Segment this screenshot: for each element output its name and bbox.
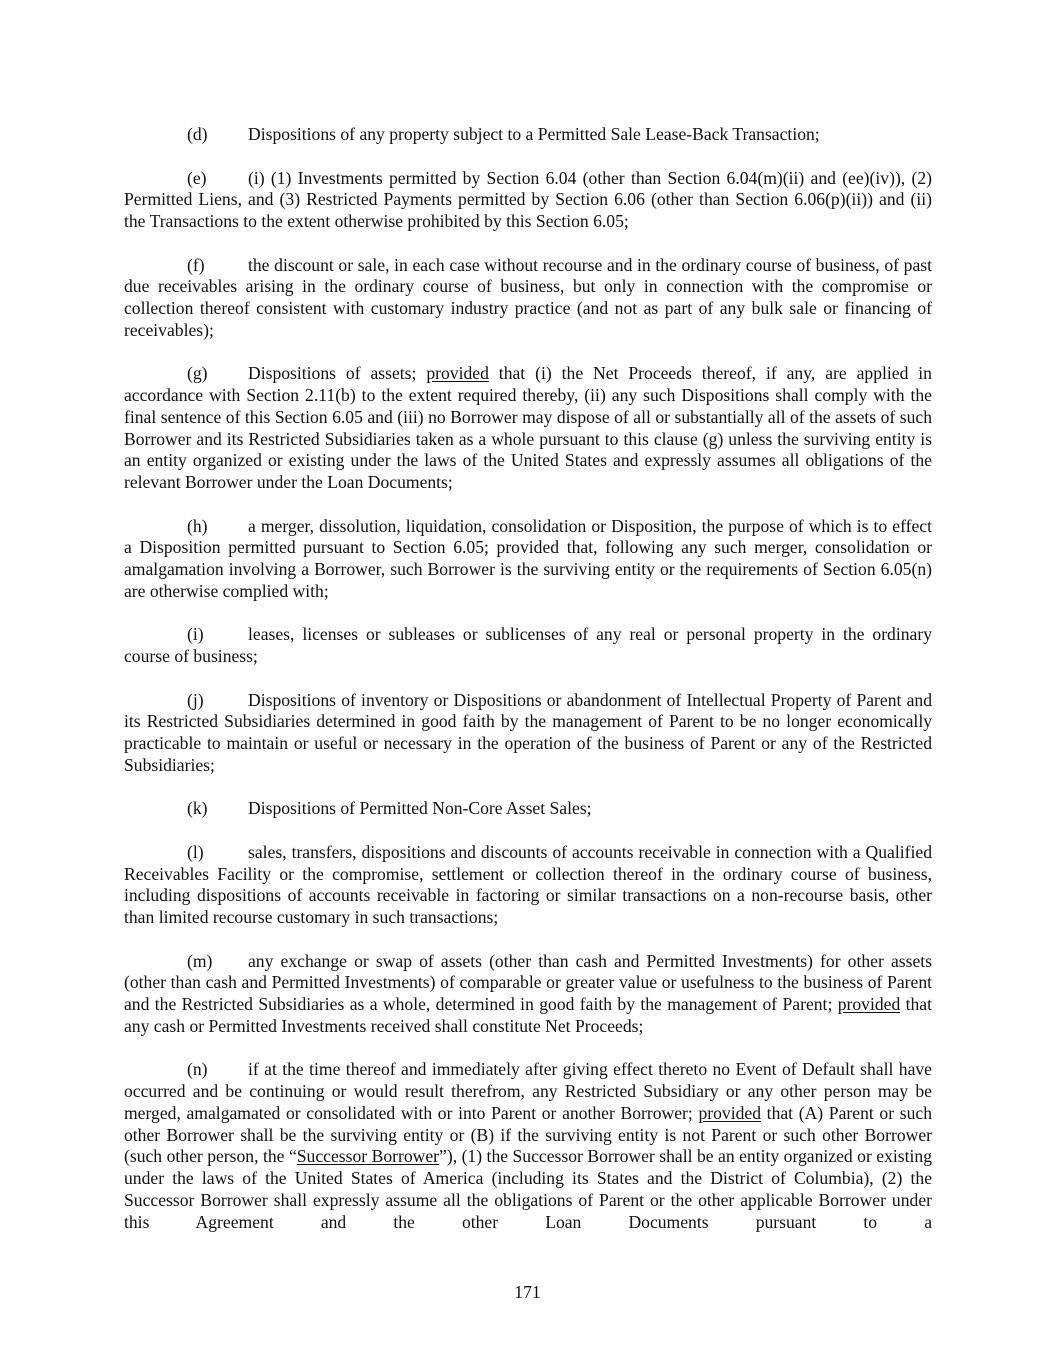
clause-text: the discount or sale, in each case without recourse and in the ordinary course of business, of past due receivables arising in the ordinary course of business, but only in connection with the compromise or collection thereof consistent with customary industry practice (and not as part of any bulk sale or financing of receivables); (124, 254, 932, 340)
clause-label: (d) (187, 124, 208, 144)
page-number: 171 (514, 1282, 541, 1302)
clause-n (124, 1059, 932, 1233)
clause-l (124, 842, 932, 929)
defined-term: Successor Borrower (296, 1146, 440, 1167)
clause-label: (g) (187, 363, 208, 384)
clause-label: (e) (187, 167, 207, 188)
clause-j (124, 690, 932, 777)
clause-label: (n) (187, 1059, 208, 1080)
clause-text: Dispositions of inventory or Dispositions or abandonment of Intellectual Property of Parent and its Restricted Subsidiaries determined in good faith by the management of Parent to be no longer economically practicable to maintain or useful or necessary in the operation of the business of Parent or any of the Restricted Subsidiaries; (124, 689, 932, 775)
clause-h (124, 516, 932, 603)
clause-text: a merger, dissolution, liquidation, consolidation or Disposition, the purpose of which is to effect a Disposition permitted pursuant to Section 6.05; provided that, following any such merger, consolidation or amalgamation involving a Borrower, such Borrower is the surviving entity or the requirements of Section 6.05(n) are otherwise complied with; (124, 515, 932, 601)
clause-label: (m) (187, 950, 213, 971)
clause-i (124, 624, 932, 668)
clause-text: leases, licenses or subleases or sublicenses of any real or personal property in the ordinary course of business; (124, 624, 932, 666)
defined-term: provided (837, 994, 901, 1014)
clause-text: Dispositions of any property subject to a Permitted Sale Lease-Back Transaction; (248, 124, 820, 144)
clause-text: that (i) the Net Proceeds thereof, if any, are applied in accordance with Section 2.11(b) to the extent required thereby, (ii) any such Dispositions shall comply with the final sentence of this Section 6.05 and (iii) no Borrower may dispose of all or substantially all of the assets of such Borrower and its Restricted Subsidiaries taken as a whole pursuant to this clause (g) unless the surviving entity is an entity organized or existing under the laws of the United States and expressly assumes all obligations of the relevant Borrower under the Loan Documents; (124, 363, 932, 492)
clause-text: sales, transfers, dispositions and discounts of accounts receivable in connection with a Qualified Receivables Facility or the compromise, settlement or collection thereof in the ordinary course of business, including dispositions of accounts receivable in factoring or similar transactions on a non-recourse basis, other than limited recourse customary in such transactions; (124, 841, 932, 927)
clause-text: Dispositions of Permitted Non-Core Asset Sales; (248, 798, 592, 819)
clause-label: (k) (187, 798, 208, 819)
clause-text: if at the time thereof and immediately after giving effect thereto no Event of Default shall have occurred and be continuing or would result therefrom, any Restricted Subsidiary or any other person may be merged, amalgamated or consolidated with or into Parent or another Borrower; (124, 1059, 932, 1123)
defined-term: provided (426, 363, 489, 384)
clause-text: Dispositions of assets; (248, 363, 427, 384)
clause-g (124, 363, 932, 494)
clause-text: ”), (1) the Successor Borrower shall be an entity organized or existing under the laws of the United States of America (including its States and the District of Columbia), (2) the Successor Borrower shall expressly assume all the obligations of Parent or the other applicable Borrower under this Agreement and the other Loan Documents pursuant to a (124, 1146, 933, 1232)
clause-k (124, 798, 932, 820)
clause-text: that any cash or Permitted Investments received shall constitute Net Proceeds; (124, 994, 933, 1036)
clause-text: (i) (1) Investments permitted by Section 6.04 (other than Section 6.04(m)(ii) and (ee)(iv)), (2) Permitted Liens, and (3) Restricted Payments permitted by Section 6.06 (other than Section 6.06(p)(ii)) and (ii) the Transactions to the extent otherwise prohibited by this Section 6.05; (124, 167, 932, 231)
document-body (124, 124, 932, 1255)
clause-label: (i) (187, 624, 204, 645)
clause-d (124, 124, 932, 146)
clause-label: (h) (187, 515, 208, 536)
clause-text: any exchange or swap of assets (other than cash and Permitted Investments) for other assets (other than cash and Permitted Investments) of comparable or greater value or usefulness to the business of Parent and the Restricted Subsidiaries as a whole, determined in good faith by the management of Parent; (124, 950, 932, 1014)
clause-label: (l) (187, 841, 204, 862)
clause-text: that (A) Parent or such other Borrower shall be the surviving entity or (B) if the surviving entity is not Parent or such other Borrower (such other person, the “ (124, 1102, 932, 1167)
defined-term: provided (698, 1102, 762, 1123)
clause-m (124, 951, 932, 1038)
clause-label: (f) (187, 254, 205, 275)
clause-f (124, 255, 932, 342)
clause-label: (j) (187, 689, 204, 710)
clause-e (124, 168, 932, 233)
